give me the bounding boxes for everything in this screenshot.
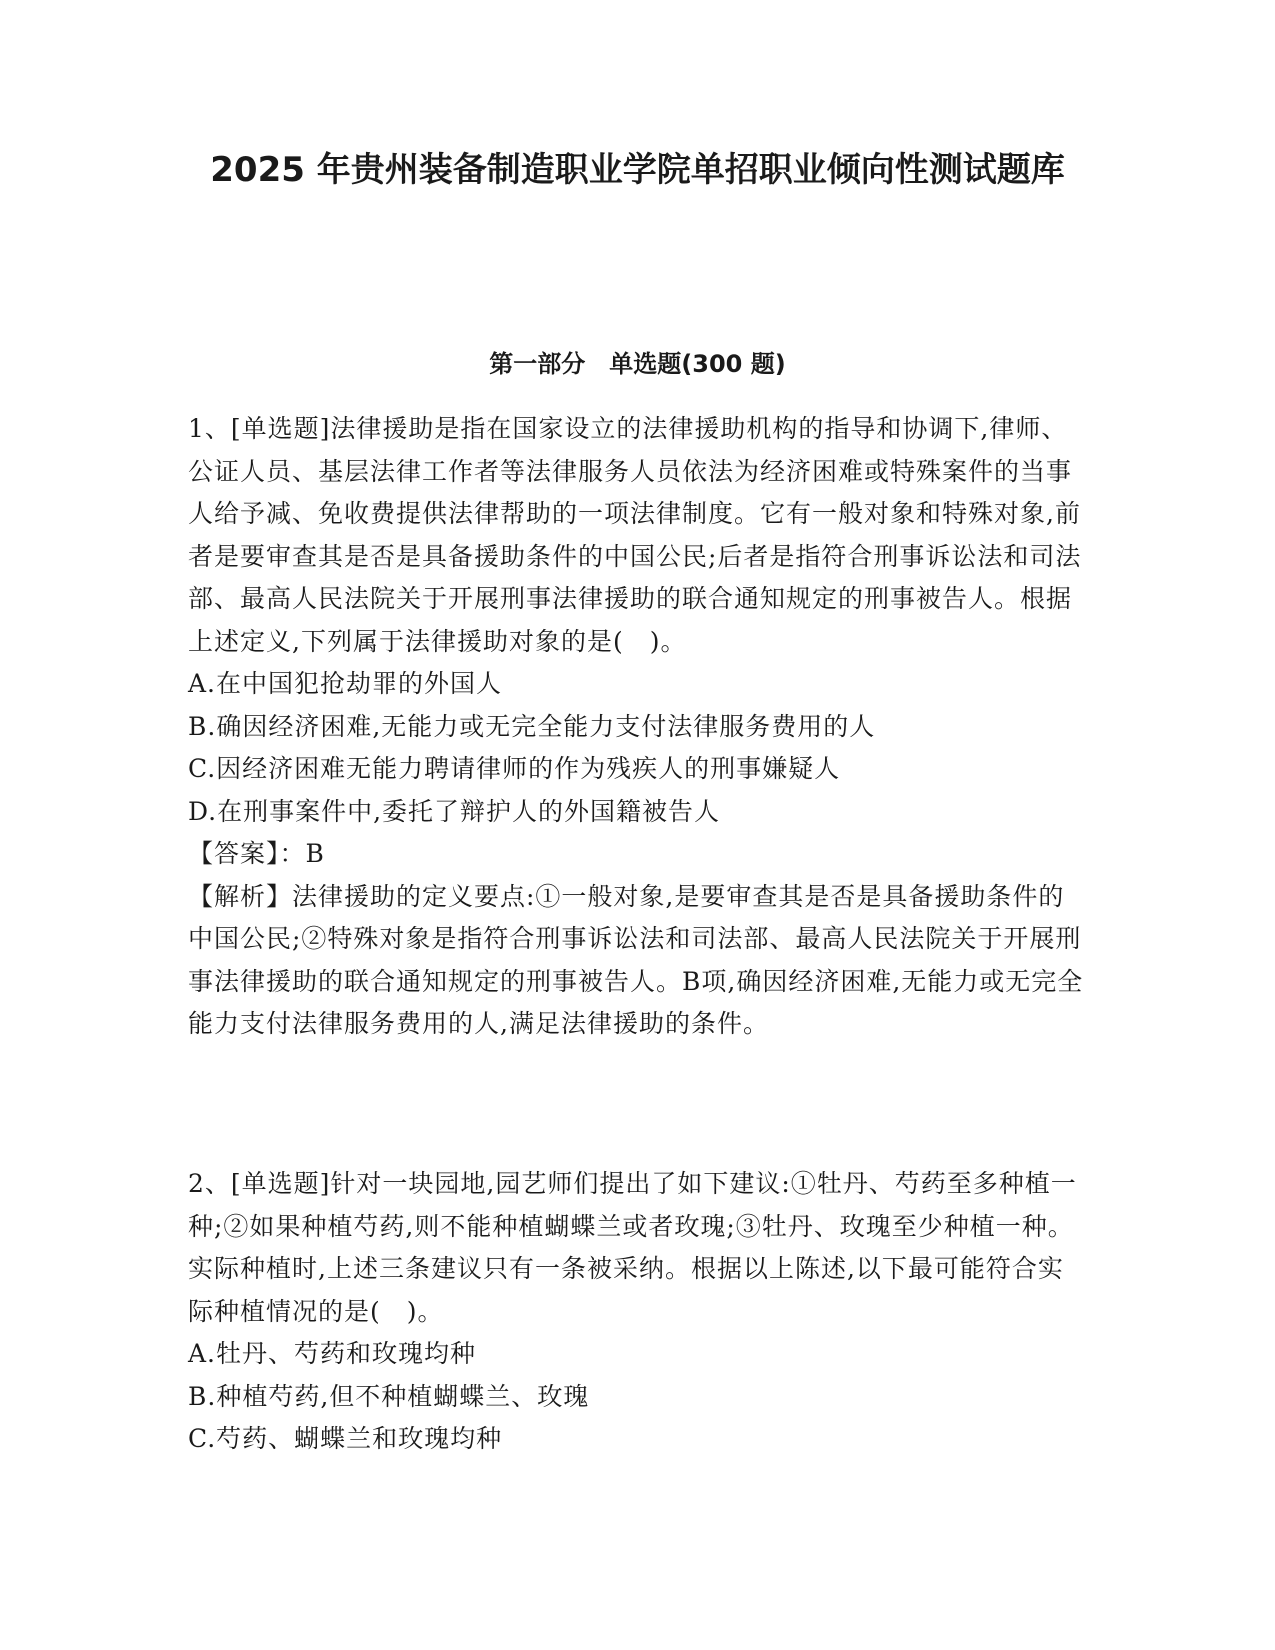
option-c: C.芍药、蝴蝶兰和玫瑰均种 — [188, 1424, 503, 1453]
document-title: 2025 年贵州装备制造职业学院单招职业倾向性测试题库 — [210, 150, 1065, 190]
option-d: D.在刑事案件中,委托了辩护人的外国籍被告人 — [188, 796, 721, 826]
analysis-text: 【解析】法律援助的定义要点:①一般对象,是要审查其是否是具备援助条件的中国公民;②特殊对象是指符合刑事诉讼法和司法部、最高人民法院关于开展刑事法律援助的联合通知规定的刑事被告人。B项,确因经济困难,无能力或无完全能力支付法律服务费用的人,满足法律援助的条件。 — [188, 881, 1084, 1038]
option-a: A.牡丹、芍药和玫瑰均种 — [188, 1339, 477, 1368]
question-2 — [188, 1163, 1088, 1461]
option-b: B.确因经济困难,无能力或无完全能力支付法律服务费用的人 — [188, 711, 876, 741]
option-c: C.因经济困难无能力聘请律师的作为残疾人的刑事嫌疑人 — [188, 754, 841, 783]
question-1 — [188, 408, 1088, 1046]
answer-line: 【答案】：B — [188, 839, 325, 868]
option-a: A.在中国犯抢劫罪的外国人 — [188, 669, 503, 698]
question-stem: 1、[单选题]法律援助是指在国家设立的法律援助机构的指导和协调下,律师、公证人员、基层法律工作者等法律服务人员依法为经济困难或特殊案件的当事人给予减、免收费提供法律帮助的一项法律制度。它有一般对象和特殊对象,前者是要审查其是否是具备援助条件的中国公民;后者是指符合刑事诉讼法和司法部、最高人民法院关于开展刑事法律援助的联合通知规定的刑事被告人。根据上述定义,下列属于法律援助对象的是( )。 — [188, 414, 1082, 656]
question-stem: 2、[单选题]针对一块园地,园艺师们提出了如下建议:①牡丹、芍药至多种植一种;②如果种植芍药,则不能种植蝴蝶兰或者玫瑰;③牡丹、玫瑰至少种植一种。实际种植时,上述三条建议只有一条被采纳。根据以上陈述,以下最可能符合实际种植情况的是( )。 — [188, 1169, 1077, 1326]
option-b: B.种植芍药,但不种植蝴蝶兰、玫瑰 — [188, 1381, 590, 1411]
section-heading: 第一部分 单选题(300 题) — [489, 350, 786, 378]
